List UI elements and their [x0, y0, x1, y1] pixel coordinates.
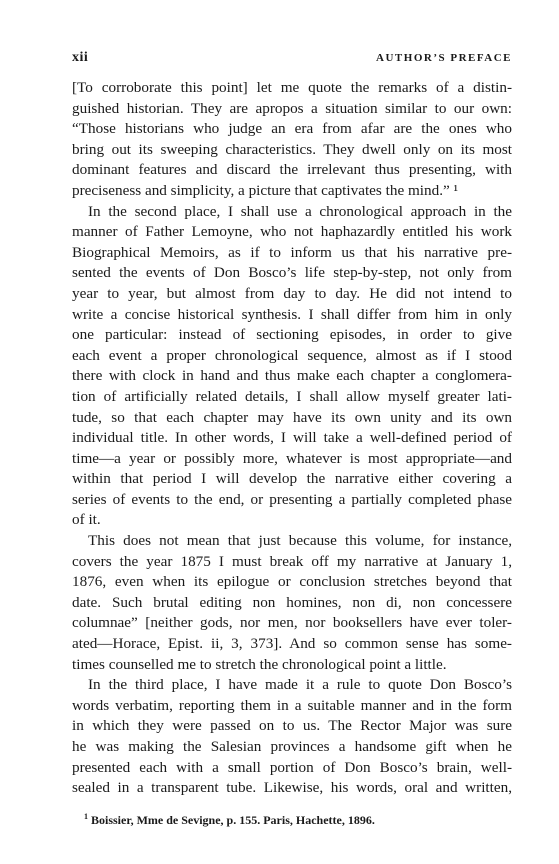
page-number: xii [72, 50, 89, 65]
text-line: there with clock in hand and thus make each chapter a conglomera- [72, 367, 512, 385]
text-line: dominant features and discard the irrelevant thus presenting, with [72, 161, 512, 179]
text-line: date. Such brutal editing non homines, non di, non concessere [72, 593, 512, 611]
text-line: preciseness and simplicity, a picture that captivates the mind.” ¹ [72, 181, 459, 199]
text-line: 1876, even when its epilogue or conclusion stretches beyond that [72, 573, 512, 591]
book-page [72, 50, 512, 828]
text-line: “Those historians who judge an era from afar are the ones who [72, 120, 512, 138]
text-line: write a concise historical synthesis. I shall differ from him in only [72, 305, 512, 323]
footnote-text: Boissier, Mme de Sevigne, p. 155. Paris, Hachette, 1896. [91, 812, 375, 827]
text-line: individual title. In other words, I will take a well-defined period of [72, 429, 512, 447]
text-line: words verbatim, reporting them in a suitable manner and in the form [72, 696, 512, 714]
text-line: presented each with a small portion of Don Bosco’s brain, well- [72, 758, 512, 776]
text-line: tion of artificially related details, I shall allow myself greater lati- [72, 387, 512, 405]
text-line: In the third place, I have made it a rule to quote Don Bosco’s [88, 676, 512, 694]
text-line: time—a year or possibly more, whatever is most appropriate—and [72, 449, 512, 467]
text-line: In the second place, I shall use a chronological approach in the [88, 202, 512, 220]
text-line: one particular: instead of sectioning episodes, in order to give [72, 326, 512, 344]
body-text [72, 78, 512, 799]
text-line: tude, so that each chapter may have its own unity and its own [72, 408, 512, 426]
text-line: [To corroborate this point] let me quote the remarks of a distin- [72, 79, 512, 96]
text-line: guished historian. They are apropos a situation similar to our own: [72, 99, 512, 117]
text-line: series of events to the end, or presenting a partially completed phase [72, 490, 512, 508]
text-line: within that period I will develop the narrative either covering a [72, 470, 512, 488]
text-line: manner of Father Lemoyne, who not haphazardly entitled his work [72, 223, 512, 241]
text-line: year to year, but almost from day to day. He did not intend to [72, 284, 512, 302]
text-line: sealed in a transparent tube. Likewise, his words, oral and written, [72, 779, 512, 797]
text-line: times counselled me to stretch the chronological point a little. [72, 655, 447, 673]
text-line: in which they were passed on to us. The Rector Major was sure [72, 717, 512, 735]
running-title: AUTHOR’S PREFACE [376, 52, 512, 64]
text-line: of it. [72, 511, 101, 529]
text-line: sented the events of Don Bosco’s life step-by-step, not only from [72, 264, 512, 282]
running-head [72, 50, 512, 70]
footnote-marker: 1 [84, 811, 88, 821]
footnote [72, 809, 512, 828]
text-line: covers the year 1875 I must break off my narrative at January 1, [72, 552, 512, 570]
text-line: bring out its sweeping characteristics. They dwell only on its most [72, 140, 512, 158]
text-line: each event a proper chronological sequence, almost as if I stood [72, 346, 512, 364]
text-line: This does not mean that just because this volume, for instance, [88, 532, 512, 550]
text-line: Biographical Memoirs, as if to inform us that his narrative pre- [72, 243, 512, 261]
text-line: columnae” [neither gods, nor men, nor booksellers have ever toler- [72, 614, 512, 632]
text-line: ated—Horace, Epist. ii, 3, 373]. And so common sense has some- [72, 635, 512, 653]
text-line: he was making the Salesian provinces a handsome gift when he [72, 738, 512, 755]
